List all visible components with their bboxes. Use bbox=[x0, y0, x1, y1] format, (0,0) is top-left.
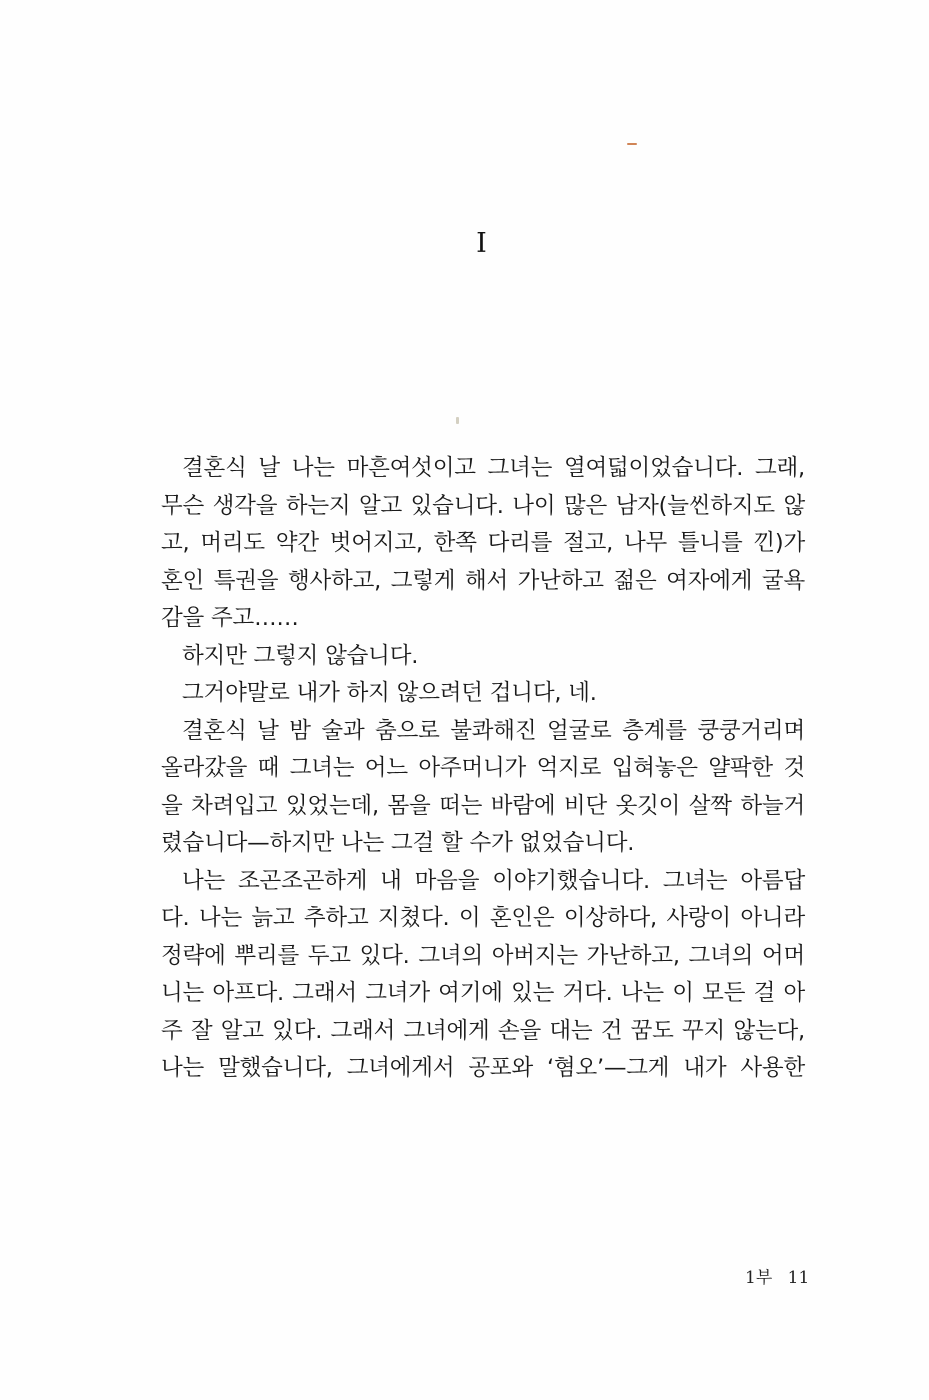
text-line: 무슨 생각을 하는지 알고 있습니다. 나이 많은 남자(늘씬하지도 않 bbox=[161, 492, 805, 519]
text-line: 하지만 그렇지 않습니다. bbox=[182, 642, 419, 669]
page-number: 11 bbox=[787, 1268, 810, 1288]
text-line: 고, 머리도 약간 벗어지고, 한쪽 다리를 절고, 나무 틀니를 낀)가 bbox=[161, 530, 805, 556]
text-line: 다. 나는 늙고 추하고 지쳤다. 이 혼인은 이상하다, 사랑이 아니라 bbox=[161, 905, 805, 931]
scan-artifact bbox=[456, 417, 459, 424]
part-label: 1부 bbox=[745, 1268, 773, 1288]
text-line: 결혼식 날 나는 마흔여섯이고 그녀는 열여덟이었습니다. 그래, bbox=[182, 455, 805, 481]
text-line: 주 잘 알고 있다. 그래서 그녀에게 손을 대는 건 꿈도 꾸지 않는다, bbox=[161, 1017, 805, 1044]
text-line: 올라갔을 때 그녀는 어느 아주머니가 억지로 입혀놓은 얄팍한 것 bbox=[161, 755, 805, 781]
text-line: 혼인 특권을 행사하고, 그렇게 해서 가난하고 젊은 여자에게 굴욕 bbox=[161, 567, 805, 594]
text-line: 나는 말했습니다, 그녀에게서 공포와 ‘혐오’—그게 내가 사용한 bbox=[161, 1055, 805, 1081]
text-line: 을 차려입고 있었는데, 몸을 떠는 바람에 비단 옷깃이 살짝 하늘거 bbox=[161, 792, 805, 819]
text-line: 나는 조곤조곤하게 내 마음을 이야기했습니다. 그녀는 아름답 bbox=[182, 867, 805, 894]
body-text bbox=[161, 450, 805, 1088]
text-line: 렸습니다—하지만 나는 그걸 할 수가 없었습니다. bbox=[161, 830, 635, 856]
chapter-number: I bbox=[476, 228, 487, 259]
text-line: 니는 아프다. 그래서 그녀가 여기에 있는 거다. 나는 이 모든 걸 아 bbox=[161, 980, 805, 1006]
text-line: 그거야말로 내가 하지 않으려던 겁니다, 네. bbox=[182, 680, 597, 706]
text-line: 감을 주고…… bbox=[161, 605, 299, 631]
page-footer bbox=[745, 1263, 809, 1288]
scan-artifact bbox=[627, 143, 637, 145]
text-line: 결혼식 날 밤 술과 춤으로 불콰해진 얼굴로 층계를 쿵쿵거리며 bbox=[182, 717, 805, 744]
text-line: 정략에 뿌리를 두고 있다. 그녀의 아버지는 가난하고, 그녀의 어머 bbox=[161, 942, 805, 969]
